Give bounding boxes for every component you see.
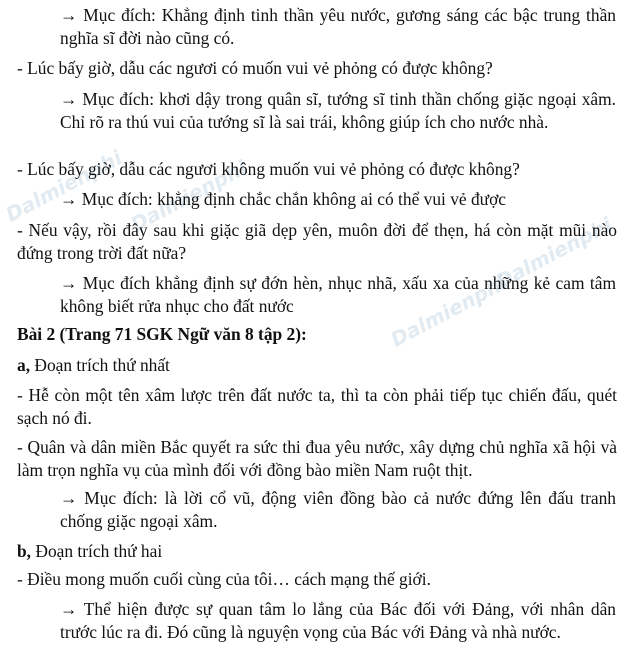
subsection-heading-b bbox=[17, 540, 617, 563]
paragraph-quote-2: - Lúc bấy giờ, dẫu các ngươi không muốn vui vẻ phỏng có được không? bbox=[17, 159, 520, 179]
watermark-text: Dalmienphi bbox=[491, 212, 616, 294]
paragraph-quote-4: - Hễ còn một tên xâm lược trên đất nước ta, thì ta còn phải tiếp tục chiến đấu, quét sạch nó đi. bbox=[17, 385, 617, 428]
paragraph-purpose-2: → Mục đích: khơi dậy trong quân sĩ, tướng sĩ tinh thần chống giặc ngoại xâm. Chỉ rõ ra thú vui của tướng sĩ là sai trái, không giúp ích cho nước nhà. bbox=[60, 89, 616, 132]
watermark-text: Dalmienphi bbox=[1, 145, 126, 227]
paragraph-quote-1: - Lúc bấy giờ, dẫu các ngươi có muốn vui vẻ phỏng có được không? bbox=[17, 58, 493, 78]
paragraph-quote-3: - Nếu vậy, rồi đây sau khi giặc giã dẹp yên, muôn đời để thẹn, há còn mặt mũi nào đứng trong trời đất nữa? bbox=[17, 220, 617, 263]
paragraph-quote-6: - Điều mong muốn cuối cùng của tôi… cách mạng thế giới. bbox=[17, 569, 431, 589]
watermark-text: Dalmienphi bbox=[126, 155, 251, 237]
paragraph-quote-5: - Quân và dân miền Bắc quyết ra sức thi đua yêu nước, xây dựng chủ nghĩa xã hội và làm trọn nghĩa vụ của mình đối với đồng bào miền Nam ruột thịt. bbox=[17, 437, 617, 480]
subsection-heading-a bbox=[17, 354, 617, 377]
paragraph-purpose-3: → Mục đích: khẳng định chắc chắn không ai có thể vui vẻ được bbox=[60, 189, 507, 209]
paragraph-purpose-1: → Mục đích: Khẳng định tinh thần yêu nước, gương sáng các bậc trung thần nghĩa sĩ đời nào cũng có. bbox=[60, 5, 616, 48]
subsection-label-a: a, bbox=[17, 355, 31, 375]
watermark-text: Dalmienphi bbox=[386, 270, 511, 352]
section-heading: Bài 2 (Trang 71 SGK Ngữ văn 8 tập 2): bbox=[17, 324, 307, 344]
subsection-title-a: Đoạn trích thứ nhất bbox=[34, 355, 170, 375]
paragraph-purpose-4: → Mục đích khẳng định sự đớn hèn, nhục nhã, xấu xa của những kẻ cam tâm không biết rửa nhục cho đất nước bbox=[60, 273, 616, 316]
paragraph-purpose-6: → Thể hiện được sự quan tâm lo lắng của Bác đối với Đảng, với nhân dân trước lúc ra đi. Đó cũng là nguyện vọng của Bác với Đảng và nhà nước. bbox=[60, 599, 616, 642]
subsection-title-b: Đoạn trích thứ hai bbox=[35, 541, 163, 561]
paragraph-purpose-5: → Mục đích: là lời cổ vũ, động viên đồng bào cả nước đứng lên đấu tranh chống giặc ngoại xâm. bbox=[60, 488, 616, 531]
subsection-label-b: b, bbox=[17, 541, 32, 561]
